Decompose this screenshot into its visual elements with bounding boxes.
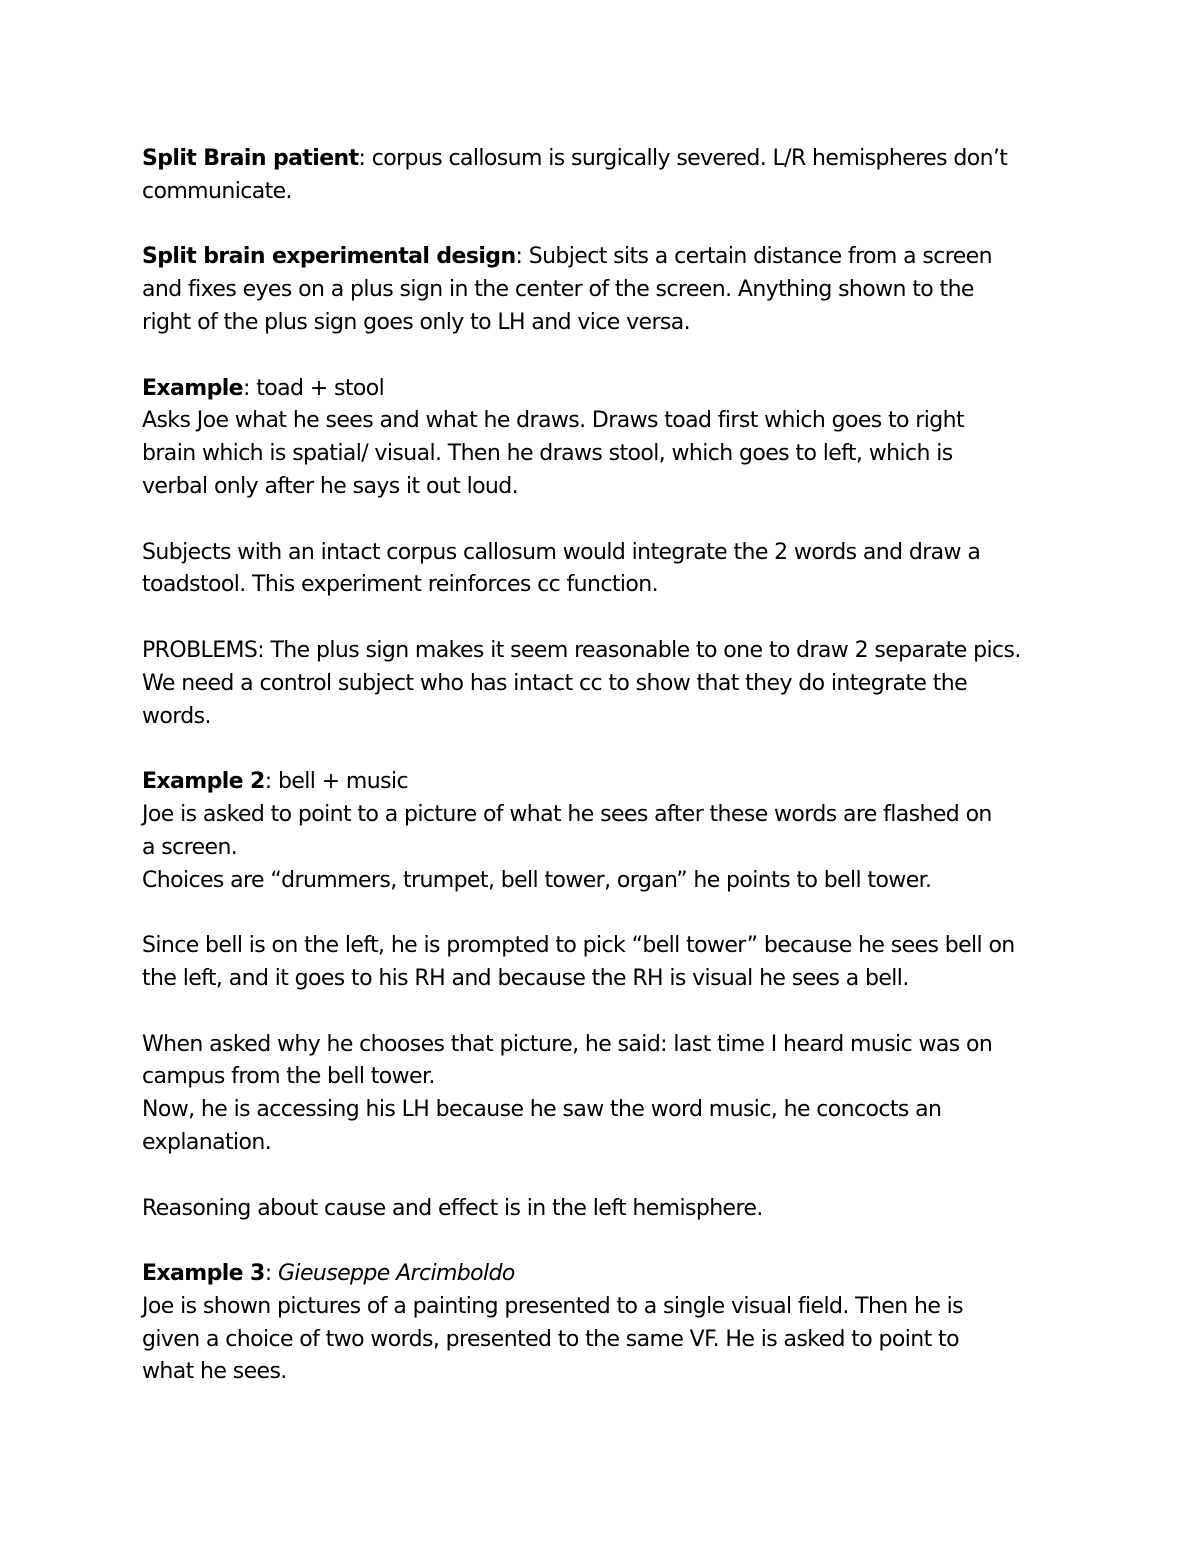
- example-1-paragraph: [142, 373, 1077, 504]
- text-line: Subjects with an intact corpus callosum would integrate the 2 words and draw a: [142, 539, 981, 565]
- reasoning-paragraph: [142, 1193, 1077, 1226]
- text-line: verbal only after he says it out loud.: [142, 473, 519, 499]
- example-label: Example: [142, 375, 243, 401]
- example-label: Example 2: [142, 769, 265, 795]
- text-line: given a choice of two words, presented to the same VF. He is asked to point to: [142, 1326, 959, 1352]
- text-line: communicate.: [142, 178, 292, 204]
- text-run: : bell + music: [264, 769, 408, 795]
- text-line: Joe is shown pictures of a painting presented to a single visual field. Then he is: [142, 1293, 964, 1319]
- text-line: Now, he is accessing his LH because he saw the word music, he concocts an: [142, 1097, 942, 1123]
- text-line: We need a control subject who has intact cc to show that they do integrate the: [142, 670, 968, 696]
- problems-paragraph: [142, 635, 1077, 733]
- term-label: Split Brain patient: [142, 146, 359, 171]
- when-asked-paragraph: [142, 1029, 1077, 1160]
- text-line: Choices are “drummers, trumpet, bell tower, organ” he points to bell tower.: [142, 867, 932, 893]
- document-page: [142, 143, 1077, 1422]
- text-line: brain which is spatial/ visual. Then he draws stool, which goes to left, which is: [142, 441, 953, 467]
- text-run: :: [264, 1261, 278, 1287]
- text-line: explanation.: [142, 1129, 272, 1155]
- example-3-paragraph: [142, 1258, 1077, 1389]
- text-line: Asks Joe what he sees and what he draws. Draws toad first which goes to right: [142, 408, 964, 434]
- artist-name: Gieuseppe Arcimboldo: [277, 1261, 515, 1287]
- text-line: When asked why he chooses that picture, he said: last time I heard music was on: [142, 1031, 993, 1057]
- text-line: PROBLEMS: The plus sign makes it seem reasonable to one to draw 2 separate pics.: [142, 637, 1021, 663]
- integrate-paragraph: [142, 537, 1077, 603]
- text-line: [142, 373, 1077, 406]
- text-run: : Subject sits a certain distance from a screen: [515, 244, 992, 270]
- text-line: Since bell is on the left, he is prompted to pick “bell tower” because he sees bell on: [142, 933, 1015, 959]
- text-line: what he sees.: [142, 1359, 287, 1385]
- example-label: Example 3: [142, 1261, 265, 1287]
- text-line: Reasoning about cause and effect is in the left hemisphere.: [142, 1195, 763, 1221]
- term-label: Split brain experimental design: [142, 244, 516, 270]
- design-paragraph: [142, 241, 1077, 339]
- text-line: [142, 143, 1077, 176]
- text-line: a screen.: [142, 834, 238, 860]
- text-line: [142, 766, 1077, 799]
- text-line: [142, 1258, 1077, 1291]
- text-line: toadstool. This experiment reinforces cc function.: [142, 572, 658, 598]
- split-brain-paragraph: [142, 143, 1077, 209]
- text-line: campus from the bell tower.: [142, 1064, 435, 1090]
- text-line: [142, 241, 1077, 274]
- text-run: : toad + stool: [243, 375, 385, 401]
- since-bell-paragraph: [142, 930, 1077, 996]
- text-run: : corpus callosum is surgically severed. L/R hemispheres don’t: [358, 146, 1008, 171]
- text-line: words.: [142, 703, 211, 729]
- example-2-paragraph: [142, 766, 1077, 897]
- text-line: Joe is asked to point to a picture of what he sees after these words are flashed on: [142, 801, 992, 827]
- text-line: right of the plus sign goes only to LH and vice versa.: [142, 309, 691, 335]
- text-line: the left, and it goes to his RH and because the RH is visual he sees a bell.: [142, 965, 909, 991]
- text-line: and fixes eyes on a plus sign in the center of the screen. Anything shown to the: [142, 277, 974, 303]
